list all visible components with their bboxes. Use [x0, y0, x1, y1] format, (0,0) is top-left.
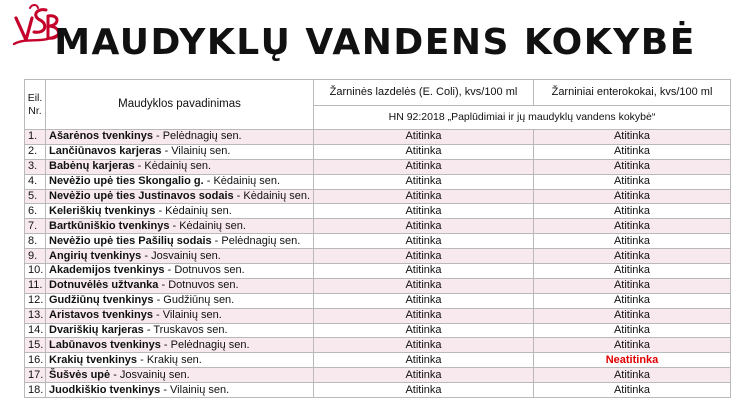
name-separator: -	[161, 145, 172, 158]
beach-name-cell	[46, 204, 314, 219]
enterococci-status: Atitinka	[534, 293, 731, 308]
beach-area: Dotnuvos sen.	[174, 264, 245, 277]
enterococci-status: Atitinka	[534, 264, 731, 279]
enterococci-status: Atitinka	[534, 219, 731, 234]
ecoli-status: Atitinka	[314, 308, 534, 323]
beach-name: Angirių tvenkinys	[49, 249, 142, 262]
column-header-nr: Eil. Nr.	[25, 80, 46, 130]
enterococci-status: Atitinka	[534, 278, 731, 293]
beach-name: Dvariškių karjeras	[49, 324, 144, 337]
row-number: 18.	[25, 383, 46, 398]
row-number: 4.	[25, 174, 46, 189]
beach-name: Juodkiškio tvenkinys	[49, 383, 161, 396]
beach-name-cell	[46, 383, 314, 398]
ecoli-status: Atitinka	[314, 264, 534, 279]
row-number: 5.	[25, 189, 46, 204]
table-row	[25, 219, 731, 234]
ecoli-status: Atitinka	[314, 323, 534, 338]
ecoli-status: Atitinka	[314, 249, 534, 264]
table-row	[25, 383, 731, 398]
name-separator: -	[158, 279, 169, 292]
ecoli-status: Atitinka	[314, 368, 534, 383]
beach-name-cell	[46, 189, 314, 204]
table-row	[25, 234, 731, 249]
ecoli-status: Atitinka	[314, 144, 534, 159]
beach-name: Nevėžio upė ties Skongalio g.	[49, 175, 204, 188]
name-separator: -	[233, 190, 244, 202]
table-row	[25, 323, 731, 338]
row-number: 3.	[25, 159, 46, 174]
beach-name: Bartkūniškio tvenkinys	[49, 219, 170, 232]
row-number: 10.	[25, 264, 46, 279]
column-header-ecoli: Žarninės lazdelės (E. Coli), kvs/100 ml	[314, 80, 534, 106]
name-separator: -	[160, 383, 171, 396]
name-separator: -	[152, 130, 163, 143]
ecoli-status: Atitinka	[314, 353, 534, 368]
beach-name-cell	[46, 174, 314, 189]
beach-area: Vilainių sen.	[170, 383, 230, 396]
name-separator: -	[134, 160, 145, 173]
row-number: 13.	[25, 308, 46, 323]
enterococci-status: Atitinka	[534, 159, 731, 174]
ecoli-status: Atitinka	[314, 338, 534, 353]
ecoli-status: Atitinka	[314, 383, 534, 398]
table-row	[25, 249, 731, 264]
beach-area: Pelėdnagių sen.	[170, 338, 250, 351]
enterococci-status: Atitinka	[534, 368, 731, 383]
beach-name: Krakių tvenkinys	[49, 353, 138, 366]
beach-area: Truskavos sen.	[153, 324, 228, 337]
beach-name-cell	[46, 159, 314, 174]
table-row	[25, 338, 731, 353]
name-separator: -	[137, 353, 147, 366]
table-row	[25, 293, 731, 308]
table-row	[25, 308, 731, 323]
column-header-enterococci: Žarniniai enterokokai, kvs/100 ml	[534, 80, 731, 106]
beach-name-cell	[46, 219, 314, 234]
row-number: 9.	[25, 249, 46, 264]
row-number: 11.	[25, 278, 46, 293]
beach-name-cell	[46, 278, 314, 293]
row-number: 8.	[25, 234, 46, 249]
enterococci-status: Atitinka	[534, 174, 731, 189]
beach-name-cell	[46, 264, 314, 279]
table-row	[25, 204, 731, 219]
beach-name: Akademijos tvenkinys	[49, 264, 165, 277]
row-number: 16.	[25, 353, 46, 368]
beach-area: Vilainių sen.	[162, 309, 222, 322]
beach-area: Dotnuvos sen.	[168, 279, 239, 292]
name-separator: -	[160, 338, 171, 351]
enterococci-status: Atitinka	[534, 204, 731, 219]
page-title: MAUDYKLŲ VANDENS KOKYBĖ	[54, 22, 696, 63]
name-separator: -	[141, 249, 152, 262]
table-row	[25, 174, 731, 189]
beach-name-cell	[46, 353, 314, 368]
enterococci-status: Atitinka	[534, 144, 731, 159]
beach-name-cell	[46, 130, 314, 145]
norm-header: HN 92:2018 „Paplūdimiai ir jų maudyklų vandens kokybė“	[314, 106, 731, 130]
beach-name-cell	[46, 144, 314, 159]
table-row	[25, 189, 731, 204]
column-header-name: Maudyklos pavadinimas	[46, 80, 314, 130]
name-separator: -	[164, 264, 175, 277]
table-row	[25, 144, 731, 159]
row-number: 2.	[25, 144, 46, 159]
beach-name: Nevėžio upė ties Justinavos sodais	[49, 190, 234, 202]
beach-area: Pelėdnagių sen.	[221, 234, 301, 247]
beach-area: Josvainių sen.	[151, 249, 221, 262]
enterococci-status: Atitinka	[534, 308, 731, 323]
beach-name-cell	[46, 293, 314, 308]
beach-name: Ašarėnos tvenkinys	[49, 130, 153, 143]
name-separator: -	[169, 219, 180, 232]
row-number: 15.	[25, 338, 46, 353]
row-number: 1.	[25, 130, 46, 145]
water-quality-table	[24, 79, 731, 398]
name-separator: -	[155, 204, 166, 217]
name-separator: -	[110, 368, 120, 381]
ecoli-status: Atitinka	[314, 234, 534, 249]
beach-name: Dotnuvėlės užtvanka	[49, 279, 159, 292]
beach-area: Kėdainių sen.	[243, 190, 311, 202]
beach-area: Kėdainių sen.	[213, 175, 281, 188]
ecoli-status: Atitinka	[314, 159, 534, 174]
enterococci-status: Atitinka	[534, 383, 731, 398]
table-row	[25, 264, 731, 279]
beach-area: Krakių sen.	[146, 353, 202, 366]
beach-area: Josvainių sen.	[119, 368, 190, 381]
table-row	[25, 159, 731, 174]
row-number: 17.	[25, 368, 46, 383]
enterococci-status: Atitinka	[534, 130, 731, 145]
row-number: 12.	[25, 293, 46, 308]
enterococci-status: Atitinka	[534, 249, 731, 264]
beach-name: Lančiūnavos karjeras	[49, 145, 162, 158]
ecoli-status: Atitinka	[314, 204, 534, 219]
beach-area: Vilainių sen.	[171, 145, 231, 158]
beach-area: Kėdainių sen.	[165, 204, 232, 217]
beach-name-cell	[46, 249, 314, 264]
ecoli-status: Atitinka	[314, 174, 534, 189]
beach-name: Aristavos tvenkinys	[49, 309, 153, 322]
enterococci-status: Atitinka	[534, 189, 731, 204]
beach-name-cell	[46, 323, 314, 338]
beach-name: Gudžiūnų tvenkinys	[49, 294, 154, 307]
enterococci-status: Atitinka	[534, 234, 731, 249]
name-separator: -	[203, 175, 214, 188]
beach-name-cell	[46, 368, 314, 383]
beach-area: Gudžiūnų sen.	[163, 294, 235, 307]
table-row	[25, 130, 731, 145]
beach-area: Pelėdnagių sen.	[162, 130, 242, 143]
beach-name: Keleriškių tvenkinys	[49, 204, 156, 217]
beach-area: Kėdainių sen.	[179, 219, 246, 232]
ecoli-status: Atitinka	[314, 293, 534, 308]
name-separator: -	[152, 309, 163, 322]
beach-name: Babėnų karjeras	[49, 160, 135, 173]
beach-area: Kėdainių sen.	[144, 160, 212, 173]
beach-name-cell	[46, 234, 314, 249]
name-separator: -	[143, 324, 154, 337]
enterococci-status: Atitinka	[534, 323, 731, 338]
beach-name-cell	[46, 308, 314, 323]
enterococci-status: Atitinka	[534, 338, 731, 353]
beach-name: Labūnavos tvenkinys	[49, 338, 161, 351]
row-number: 7.	[25, 219, 46, 234]
ecoli-status: Atitinka	[314, 130, 534, 145]
row-number: 6.	[25, 204, 46, 219]
table-row	[25, 353, 731, 368]
beach-name: Nevėžio upė ties Pašilių sodais	[49, 234, 212, 247]
ecoli-status: Atitinka	[314, 189, 534, 204]
table-row	[25, 278, 731, 293]
name-separator: -	[211, 234, 222, 247]
enterococci-status: Neatitinka	[534, 353, 731, 368]
name-separator: -	[153, 294, 164, 307]
beach-name: Šušvės upė	[49, 368, 111, 381]
table-row	[25, 368, 731, 383]
ecoli-status: Atitinka	[314, 219, 534, 234]
beach-name-cell	[46, 338, 314, 353]
row-number: 14.	[25, 323, 46, 338]
ecoli-status: Atitinka	[314, 278, 534, 293]
